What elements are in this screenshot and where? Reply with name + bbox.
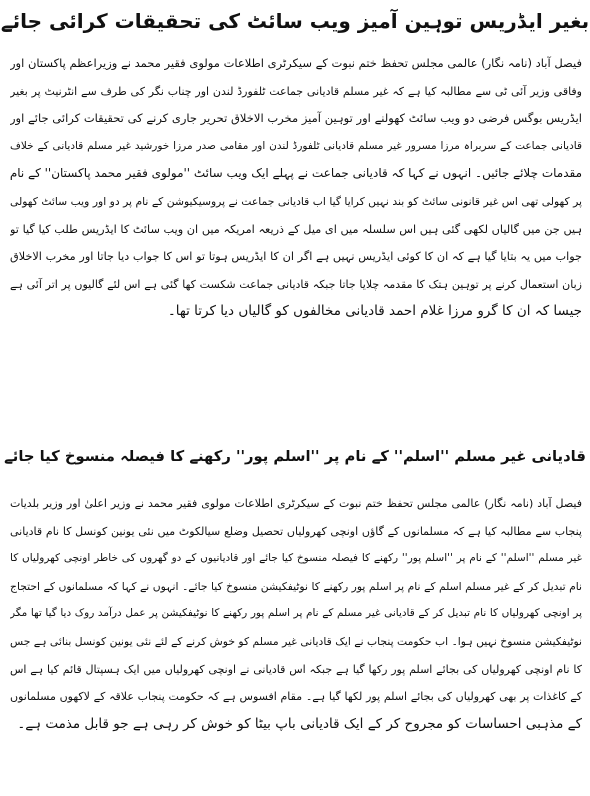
article-1-line: مقدمات چلائے جائیں۔ انہوں نے کہا کہ قادیانی جماعت نے پہلے ایک ویب سائٹ ''مولوی فقیر محمد پاکستان'' کے نام: [10, 166, 582, 181]
article-2-line: کے مذہبی احساسات کو مجروح کر کے ایک قادیانی باپ بیٹا کو خوش کر رہی ہے جو قابل مذمت ہے۔: [17, 715, 582, 732]
article-2-line: کا نام اونچی کھرولیاں کی بجائے اسلم پور رکھا گیا ہے جبکہ اس قادیانی نے اونچی کھرولیاں میں ایک ہسپتال قائم کیا ہے اس: [10, 662, 582, 676]
article-1-line: وفاقی وزیر آئی ٹی سے مطالبہ کیا ہے کہ غیر مسلم قادیانی جماعت ٹلفورڈ لندن اور چناب نگر کی طرف سے انٹرنیٹ پر بغیر: [10, 84, 582, 98]
article-2-line: نام تبدیل کر کے غیر مسلم اسلم کے نام پر اسلم پور رکھنے کا نوٹیفکیشن منسوخ کیا جائے۔ انہوں نے کہا کہ مسلمانوں کے احتجاج: [10, 579, 582, 593]
article-2-line: پنجاب سے مطالبہ کیا ہے کہ مسلمانوں کے گاؤں اونچی کھرولیاں تحصیل وضلع سیالکوٹ میں نئی یونین کونسل کا نام قادیانی: [10, 524, 582, 538]
article-2-line: پر اونچی کھرولیاں کا نام تبدیل کر کے قادیانی غیر مسلم کے نام پر اسلم پور رکھنے کا نوٹیفکیشن پر عمل درآمد روک دیا گیا تھا مگر: [10, 607, 582, 620]
article-1-line: پر کھولی تھی اس غیر قانونی سائٹ کو بند نہیں کرایا گیا اب قادیانی جماعت نے پروسیکیوشن کے نام پر دو اور ویب سائٹ کھولی: [10, 194, 582, 208]
article-1-line: جواب میں یہ بتایا گیا ہے کہ ان کا کوئی ایڈریس نہیں ہے اگر ان کا ایڈریس ہوتا تو اس کا جواب دیا جاتا اور مخرب الاخلاق: [10, 250, 582, 264]
article-2-body: [10, 490, 582, 738]
article-2-line: فیصل آباد (نامہ نگار) عالمی مجلس تحفظ ختم نبوت کے سیکرٹری اطلاعات مولوی فقیر محمد نے وزیر اعلیٰ اور وزیر بلدیات: [10, 497, 582, 510]
article-1-line: قادیانی جماعت کے سربراہ مرزا مسرور غیر مسلم قادیانی ٹلفورڈ لندن اور مقامی صدر مرزا خورشید غیر مسلم قادیانی کے خلاف: [10, 139, 582, 152]
article-1-line: فیصل آباد (نامہ نگار) عالمی مجلس تحفظ ختم نبوت کے سیکرٹری اطلاعات مولوی فقیر محمد نے وزیراعظم پاکستان اور: [10, 56, 582, 70]
article-1-line: زبان استعمال کرنے پر توہین ہتک کا مقدمہ چلایا جاتا جبکہ قادیانی جماعت شکست کھا گئی ہے اس لئے گالیوں پر اتر آئی ہے: [10, 277, 582, 291]
article-1-headline: بغیر ایڈریس توہین آمیز ویب سائٹ کی تحقیقات کرائی جائے: [0, 9, 590, 33]
article-2-line: غیر مسلم ''اسلم'' کے نام پر ''اسلم پور'' رکھنے کا فیصلہ منسوخ کیا جائے اور قادیانیوں کے دو گھروں کی خاطر اونچی کھرولیاں کا: [10, 552, 582, 565]
article-1-body: [10, 50, 582, 326]
article-2-line: نوٹیفکیشن منسوخ نہیں ہوا۔ اب حکومت پنجاب نے ایک قادیانی غیر مسلم کو خوش کرنے کے لئے نئی یونین کونسل بنائی ہے جس: [10, 634, 582, 648]
article-1-line: جیسا کہ ان کا گرو مرزا غلام احمد قادیانی مخالفوں کو گالیاں دیا کرتا تھا۔: [167, 303, 582, 320]
article-2-headline: قادیانی غیر مسلم ''اسلم'' کے نام پر ''اسلم پور'' رکھنے کا فیصلہ منسوخ کیا جائے: [4, 448, 586, 465]
article-1-line: ہیں جن میں گالیاں لکھی گئی ہیں اس سلسلہ میں ای میل کے ذریعہ امریکہ میں ان ویب سائٹ کا ایڈریس طلب کیا گیا تو: [10, 222, 582, 236]
article-1-line: ایڈریس بوگس فرضی دو ویب سائٹ کھولنے اور توہین آمیز مخرب الاخلاق تحریر جاری کرنے کی تحقیقات کرائی جائے اور: [10, 111, 582, 126]
article-2-line: کے کاغذات پر بھی کھرولیاں کی بجائے اسلم پور لکھا گیا ہے۔ مقام افسوس ہے کہ حکومت پنجاب علاقہ کے لاکھوں مسلمانوں: [10, 690, 582, 704]
